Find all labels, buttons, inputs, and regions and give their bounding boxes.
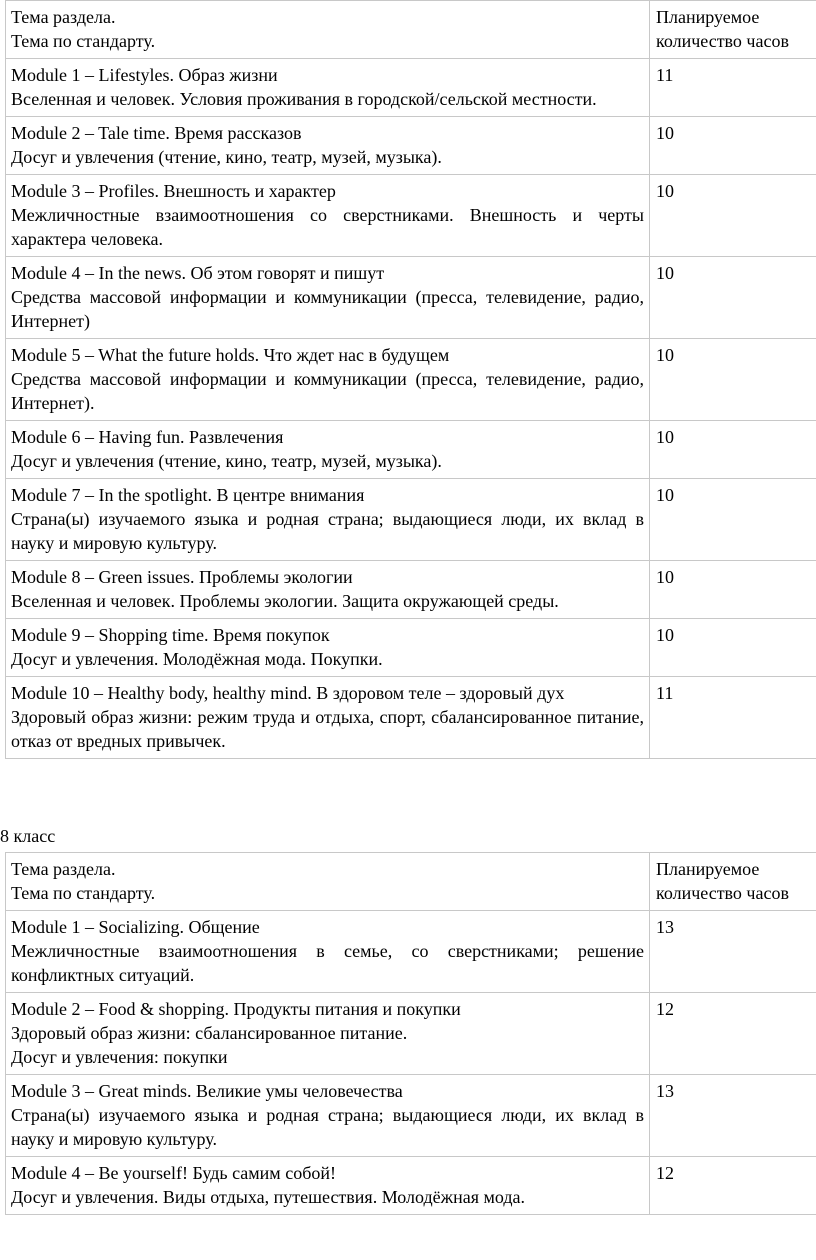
standard-topic: Вселенная и человек. Проблемы экологии. Защита окружающей среды. — [11, 591, 559, 611]
module-title: Module 1 – Lifestyles. Образ жизни — [11, 65, 278, 85]
hours-cell: 10 — [650, 117, 816, 175]
hours-cell: 10 — [650, 561, 816, 619]
hours-cell: 12 — [650, 993, 816, 1075]
table-row — [6, 677, 816, 759]
topic-cell — [6, 561, 650, 619]
topic-cell — [6, 117, 650, 175]
hours-cell: 12 — [650, 1157, 816, 1215]
topic-cell — [6, 911, 650, 993]
standard-topic-extra: Досуг и увлечения: покупки — [11, 1047, 228, 1067]
topic-cell — [6, 993, 650, 1075]
table-row — [6, 59, 816, 117]
topic-cell — [6, 1157, 650, 1215]
topic-cell — [6, 257, 650, 339]
topic-cell — [6, 421, 650, 479]
standard-topic: Страна(ы) изучаемого языка и родная страна; выдающиеся люди, их вклад в науку и мировую культуру. — [11, 1105, 644, 1149]
topic-header-line2: Тема по стандарту. — [11, 31, 156, 51]
topic-header-cell — [6, 853, 650, 911]
hours-cell: 13 — [650, 911, 816, 993]
table-row — [6, 339, 816, 421]
topic-header-line1: Тема раздела. — [11, 7, 116, 27]
standard-topic: Здоровый образ жизни: сбалансированное питание. — [11, 1023, 408, 1043]
hours-header-label: Планируемое количество часов — [656, 859, 789, 903]
hours-cell: 10 — [650, 421, 816, 479]
curriculum-table-grade-8 — [5, 852, 816, 1215]
standard-topic: Средства массовой информации и коммуникации (пресса, телевидение, радио, Интернет) — [11, 287, 644, 331]
standard-topic: Межличностные взаимоотношения со сверстниками. Внешность и черты характера человека. — [11, 205, 644, 249]
module-title: Module 5 – What the future holds. Что ждет нас в будущем — [11, 345, 450, 365]
table-header-row — [6, 853, 816, 911]
topic-cell — [6, 479, 650, 561]
standard-topic: Досуг и увлечения (чтение, кино, театр, музей, музыка). — [11, 451, 442, 471]
standard-topic: Страна(ы) изучаемого языка и родная страна; выдающиеся люди, их вклад в науку и мировую культуру. — [11, 509, 644, 553]
table-row — [6, 619, 816, 677]
standard-topic: Здоровый образ жизни: режим труда и отдыха, спорт, сбалансированное питание, отказ от вредных привычек. — [11, 707, 644, 751]
topic-cell — [6, 175, 650, 257]
hours-header-cell — [650, 1, 816, 59]
standard-topic: Межличностные взаимоотношения в семье, со сверстниками; решение конфликтных ситуаций. — [11, 941, 644, 985]
standard-topic: Вселенная и человек. Условия проживания в городской/сельской местности. — [11, 89, 597, 109]
module-title: Module 6 – Having fun. Развлечения — [11, 427, 284, 447]
table-row — [6, 911, 816, 993]
topic-cell — [6, 59, 650, 117]
table-row — [6, 421, 816, 479]
topic-cell — [6, 619, 650, 677]
curriculum-table-grade-7 — [5, 0, 816, 759]
module-title: Module 2 – Tale time. Время рассказов — [11, 123, 302, 143]
table-row — [6, 1157, 816, 1215]
module-title: Module 8 – Green issues. Проблемы экологии — [11, 567, 353, 587]
module-title: Module 9 – Shopping time. Время покупок — [11, 625, 330, 645]
module-title: Module 4 – Be yourself! Будь самим собой! — [11, 1163, 336, 1183]
module-title: Module 7 – In the spotlight. В центре внимания — [11, 485, 365, 505]
hours-cell: 10 — [650, 479, 816, 561]
topic-cell — [6, 339, 650, 421]
hours-header-cell — [650, 853, 816, 911]
standard-topic: Средства массовой информации и коммуникации (пресса, телевидение, радио, Интернет). — [11, 369, 644, 413]
table-row — [6, 257, 816, 339]
hours-cell: 10 — [650, 175, 816, 257]
standard-topic: Досуг и увлечения. Виды отдыха, путешествия. Молодёжная мода. — [11, 1187, 525, 1207]
module-title: Module 4 – In the news. Об этом говорят и пишут — [11, 263, 385, 283]
table-row — [6, 1075, 816, 1157]
module-title: Module 2 – Food & shopping. Продукты питания и покупки — [11, 999, 461, 1019]
hours-header-label: Планируемое количество часов — [656, 7, 789, 51]
module-title: Module 10 – Healthy body, healthy mind. В здоровом теле – здоровый дух — [11, 683, 565, 703]
hours-cell: 11 — [650, 59, 816, 117]
hours-cell: 10 — [650, 339, 816, 421]
hours-cell: 10 — [650, 619, 816, 677]
hours-cell: 11 — [650, 677, 816, 759]
table-row — [6, 175, 816, 257]
module-title: Module 1 – Socializing. Общение — [11, 917, 260, 937]
table-row — [6, 117, 816, 175]
module-title: Module 3 – Profiles. Внешность и характер — [11, 181, 336, 201]
module-title: Module 3 – Great minds. Великие умы человечества — [11, 1081, 403, 1101]
table-row — [6, 561, 816, 619]
standard-topic: Досуг и увлечения. Молодёжная мода. Покупки. — [11, 649, 383, 669]
table-row — [6, 479, 816, 561]
topic-cell — [6, 677, 650, 759]
topic-header-cell — [6, 1, 650, 59]
table-row — [6, 993, 816, 1075]
hours-cell: 13 — [650, 1075, 816, 1157]
table-header-row — [6, 1, 816, 59]
hours-cell: 10 — [650, 257, 816, 339]
topic-header-line1: Тема раздела. — [11, 859, 116, 879]
topic-header-line2: Тема по стандарту. — [11, 883, 156, 903]
standard-topic: Досуг и увлечения (чтение, кино, театр, музей, музыка). — [11, 147, 442, 167]
grade-8-label: 8 класс — [0, 826, 56, 846]
topic-cell — [6, 1075, 650, 1157]
